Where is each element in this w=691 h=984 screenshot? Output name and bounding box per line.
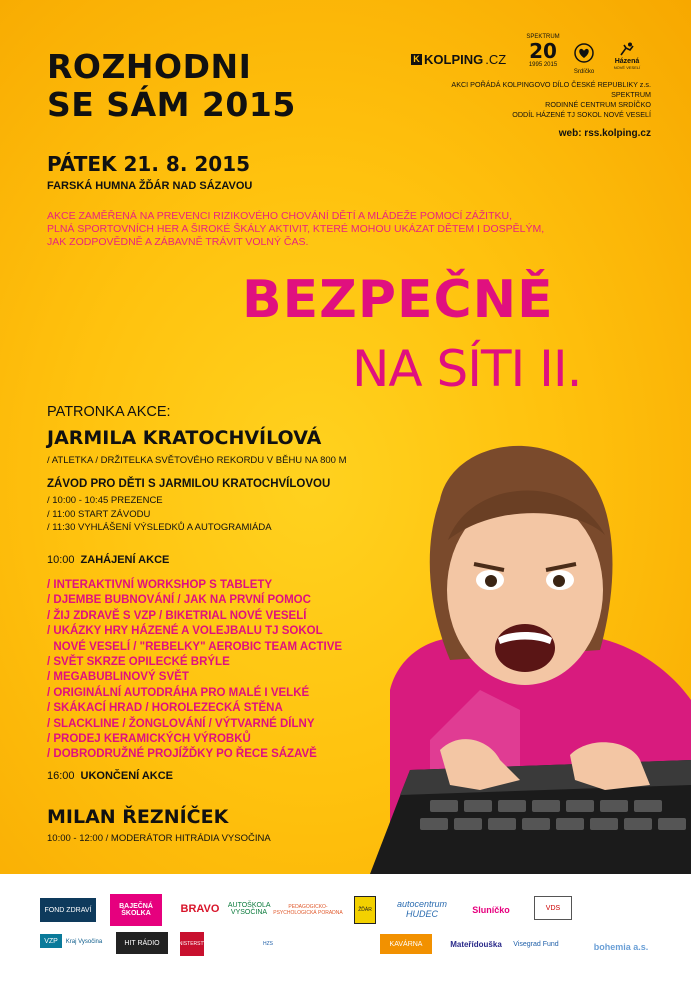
activity-item: / SVĚT SKRZE OPILECKÉ BRÝLE <box>47 656 230 669</box>
race-item: / 10:00 - 10:45 PREZENCE <box>47 495 163 506</box>
screaming-girl-photo <box>370 440 691 874</box>
activity-item: / INTERAKTIVNÍ WORKSHOP S TABLETY <box>47 579 273 591</box>
title-line-2: SE SÁM 2015 <box>47 85 296 124</box>
event-venue: FARSKÁ HUMNA ŽĎÁR NAD SÁZAVOU <box>47 180 253 192</box>
activity-item: / MEGABUBLINOVÝ SVĚT <box>47 671 189 684</box>
activity-item: / ORIGINÁLNÍ AUTODRÁHA PRO MALÉ I VELKÉ <box>47 686 310 699</box>
kolping-name: KOLPING <box>424 52 484 67</box>
website-link[interactable]: web: rss.kolping.cz <box>558 128 651 139</box>
srdicko-heart-icon <box>573 42 595 64</box>
patron-description: / ATLETKA / DRŽITELKA SVĚTOVÉHO REKORDU V BĚHU NA 800 M <box>47 455 347 466</box>
sponsor-logo: MINISTERSTVO <box>180 932 204 956</box>
sponsor-logo: BAJEČNÁ ŠKOLKA <box>110 894 162 926</box>
end-row <box>47 770 173 782</box>
start-label: ZAHÁJENÍ AKCE <box>80 554 170 566</box>
intro-line: PLNÁ SPORTOVNÍCH HER A ŠIROKÉ ŠKÁLY AKTIVIT, KTERÉ MOHOU UKÁZAT DĚTEM I DOSPĚLÝM, <box>47 223 545 235</box>
moderator-name: MILAN ŘEZNÍČEK <box>47 806 229 828</box>
sponsor-logo: VDS <box>534 896 572 920</box>
sponsor-logo: HIT RÁDIO <box>116 932 168 954</box>
activity-item: / DJEMBE BUBNOVÁNÍ / JAK NA PRVNÍ POMOC <box>47 594 311 607</box>
event-title <box>47 48 296 124</box>
sponsor-logo: AUTOŠKOLA VYSOČINA <box>227 902 271 916</box>
hazena-sub: NOVÉ VESELÍ <box>613 65 641 70</box>
start-row <box>47 554 169 566</box>
spektrum-20: 20 <box>529 39 557 63</box>
race-schedule <box>47 494 272 535</box>
sponsor-logo: HZS <box>263 941 273 947</box>
activity-item: / SKÁKACÍ HRAD / HOROLEZECKÁ STĚNA <box>47 702 283 715</box>
activity-item: / DOBRODRUŽNÉ PROJÍŽĎKY PO ŘECE SÁZAVĚ <box>47 748 317 761</box>
sponsor-logo: Mateřídouška <box>450 939 502 949</box>
organizer-line: SPEKTRUM <box>611 90 651 99</box>
title-line-1: ROZHODNI <box>47 47 252 86</box>
kolping-mark-icon: K <box>411 54 422 65</box>
race-item: / 11:00 START ZÁVODU <box>47 508 151 520</box>
kolping-logo <box>411 52 506 67</box>
sponsor-logo: PEDAGOGICKO-PSYCHOLOGICKÁ PORADNA <box>273 904 343 916</box>
sponsor-logo: autocentrum HUDEC <box>396 899 448 919</box>
organizer-logos <box>411 34 651 144</box>
spektrum-label: SPEKTRUM <box>526 34 560 40</box>
organizer-line: RODINNÉ CENTRUM SRDÍČKO <box>545 100 651 109</box>
sponsor-strip <box>0 874 691 984</box>
hazena-label: Házená <box>614 58 640 65</box>
organizer-line: AKCI POŘÁDÁ KOLPINGOVO DÍLO ČESKÉ REPUBLIKY z.s. <box>451 80 651 89</box>
moderator-description: 10:00 - 12:00 / MODERÁTOR HITRÁDIA VYSOČINA <box>47 833 271 844</box>
kolping-tld: .CZ <box>485 52 507 67</box>
activity-item: / ŽIJ ZDRAVĚ S VZP / BIKETRIAL NOVÉ VESELÍ <box>47 609 307 622</box>
end-time: 16:00 <box>47 770 75 782</box>
patron-name: JARMILA KRATOCHVÍLOVÁ <box>47 427 322 449</box>
activity-item: NOVÉ VESELÍ / "REBELKY" AEROBIC TEAM ACTIVE <box>47 640 343 653</box>
sponsor-logo: BRAVO <box>180 903 220 915</box>
sponsor-logo: bohemia a.s. <box>593 942 649 952</box>
race-item: / 11:30 VYHLÁŠENÍ VÝSLEDKŮ A AUTOGRAMIÁDA <box>47 522 272 533</box>
organizer-line: ODDÍL HÁZENÉ TJ SOKOL NOVÉ VESELÍ <box>512 110 651 119</box>
hazena-logo <box>607 42 647 72</box>
sponsor-logo: ŽĎÁR <box>354 896 376 924</box>
subheadline: NA SÍTI II. <box>352 340 582 398</box>
activity-list <box>47 578 342 763</box>
activity-item: / UKÁZKY HRY HÁZENÉ A VOLEJBALU TJ SOKOL <box>47 625 323 638</box>
intro-line: AKCE ZAMĚŘENÁ NA PREVENCI RIZIKOVÉHO CHOVÁNÍ DĚTÍ A MLÁDEŽE POMOCÍ ZÁŽITKU, <box>47 210 512 222</box>
sponsor-logo: FOND ZDRAVÍ <box>40 898 96 922</box>
event-date: PÁTEK 21. 8. 2015 <box>47 152 251 176</box>
race-title: ZÁVOD PRO DĚTI S JARMILOU KRATOCHVÍLOVOU <box>47 478 331 490</box>
spektrum-logo <box>523 34 563 74</box>
sponsor-logo: VZP <box>40 934 62 948</box>
activity-item: / SLACKLINE / ŽONGLOVÁNÍ / VÝTVARNÉ DÍLNY <box>47 717 315 730</box>
organizer-list <box>451 80 651 120</box>
start-time: 10:00 <box>47 554 75 566</box>
headline: BEZPEČNĚ <box>242 270 554 330</box>
handball-player-icon <box>618 42 636 56</box>
activity-item: / PRODEJ KERAMICKÝCH VÝROBKŮ <box>47 733 251 746</box>
srdicko-label: Srdíčko <box>573 69 595 75</box>
sponsor-logo: Visegrad Fund <box>513 940 559 948</box>
sponsor-logo: Kraj Vysočina <box>65 939 103 945</box>
spektrum-years: 1995 2015 <box>528 62 558 68</box>
sponsor-logo: Sluníčko <box>472 905 510 915</box>
patron-label: PATRONKA AKCE: <box>47 404 171 420</box>
intro-line: JAK ZODPOVĚDNĚ A ZÁBAVNĚ TRÁVIT VOLNÝ ČAS. <box>47 236 309 248</box>
end-label: UKONČENÍ AKCE <box>80 770 174 782</box>
sponsor-logo: KAVÁRNA <box>380 934 432 954</box>
event-intro <box>47 210 567 249</box>
srdicko-logo <box>573 42 595 75</box>
